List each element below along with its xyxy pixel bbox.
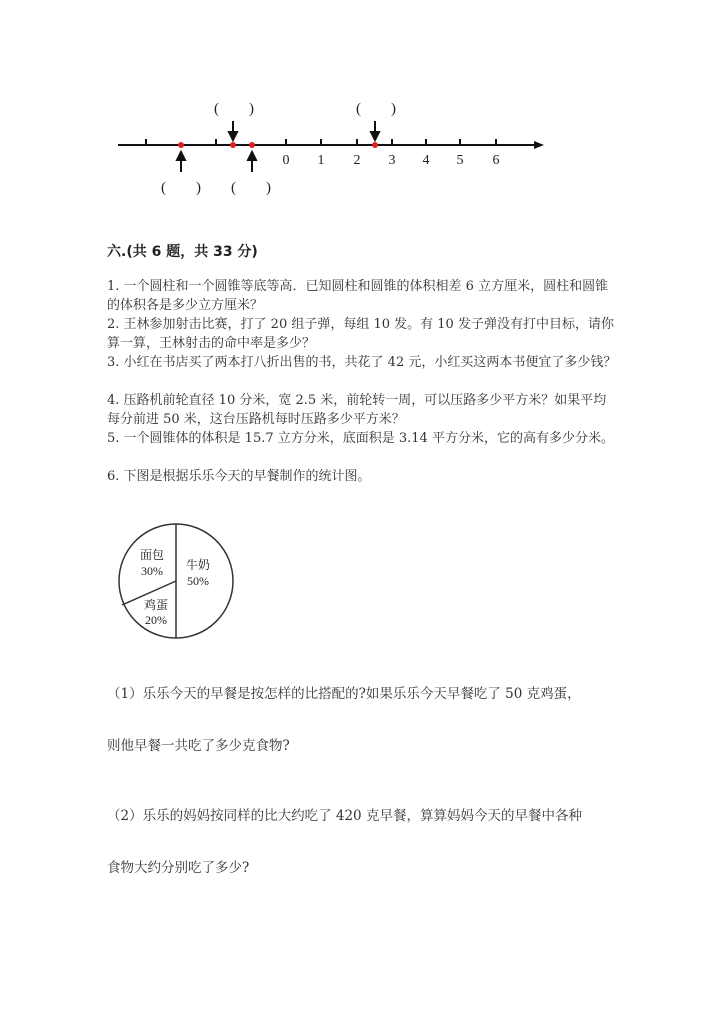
subquestion-2-line-1: （2）乐乐的妈妈按同样的比大约吃了 420 克早餐，算算妈妈今天的早餐中各种 bbox=[107, 808, 582, 824]
arrow-up-icon bbox=[248, 152, 256, 160]
subquestion-2-line-2: 食物大约分别吃了多少? bbox=[107, 860, 250, 876]
tick-label: 6 bbox=[492, 153, 500, 168]
arrow-up-icon bbox=[177, 152, 185, 160]
answer-blank[interactable]: ( ) bbox=[161, 180, 201, 196]
number-line-figure bbox=[0, 0, 720, 220]
arrow-down-icon bbox=[371, 132, 379, 140]
tick-label: 4 bbox=[422, 153, 430, 168]
pie-label-egg: 鸡蛋 bbox=[143, 598, 169, 612]
subquestion-1-line-1: （1）乐乐今天的早餐是按怎样的比搭配的?如果乐乐今天早餐吃了 50 克鸡蛋， bbox=[107, 686, 581, 702]
tick-label: 2 bbox=[353, 153, 361, 168]
question-5: 5. 一个圆锥体的体积是 15.7 立方分米，底面积是 3.14 平方分米，它的高有多少分米。 bbox=[107, 431, 614, 446]
pie-value-bread: 30% bbox=[141, 564, 163, 578]
question-4: 4. 压路机前轮直径 10 分米，宽 2.5 米，前轮转一周，可以压路多少平方米？如果平均每分前进 50 米，这台压路机每时压路多少平方米？ bbox=[107, 393, 607, 427]
point-marker bbox=[178, 142, 184, 148]
tick-label: 0 bbox=[282, 153, 290, 168]
pie-value-egg: 20% bbox=[145, 613, 167, 627]
arrow-down-icon bbox=[229, 132, 237, 140]
pie-label-milk: 牛奶 bbox=[185, 558, 211, 572]
tick-label: 1 bbox=[317, 153, 325, 168]
tick-label: 3 bbox=[388, 153, 396, 168]
point-marker bbox=[372, 142, 378, 148]
pie-value-milk: 50% bbox=[187, 574, 209, 588]
question-6: 6. 下图是根据乐乐今天的早餐制作的统计图。 bbox=[107, 469, 371, 484]
point-marker bbox=[230, 142, 236, 148]
axis-arrow-icon bbox=[534, 141, 544, 149]
section-title: 六.(共 6 题，共 33 分) bbox=[107, 244, 258, 260]
tick-label: 5 bbox=[456, 153, 464, 168]
point-marker bbox=[249, 142, 255, 148]
pie-label-bread: 面包 bbox=[139, 548, 165, 562]
answer-blank[interactable]: ( ) bbox=[356, 101, 396, 117]
question-2: 2. 王林参加射击比赛，打了 20 组子弹，每组 10 发。有 10 发子弹没有打中目标，请你算一算，王林射击的命中率是多少？ bbox=[107, 317, 614, 351]
answer-blank[interactable]: ( ) bbox=[231, 180, 271, 196]
question-1: 1. 一个圆柱和一个圆锥等底等高．已知圆柱和圆锥的体积相差 6 立方厘米，圆柱和圆锥的体积各是多少立方厘米？ bbox=[107, 279, 609, 313]
subquestion-1-line-2: 则他早餐一共吃了多少克食物? bbox=[107, 738, 290, 754]
question-3: 3. 小红在书店买了两本打八折出售的书，共花了 42 元，小红买这两本书便宜了多少钱？ bbox=[107, 355, 617, 370]
breakfast-pie-chart bbox=[110, 515, 250, 650]
answer-blank[interactable]: ( ) bbox=[214, 101, 254, 117]
